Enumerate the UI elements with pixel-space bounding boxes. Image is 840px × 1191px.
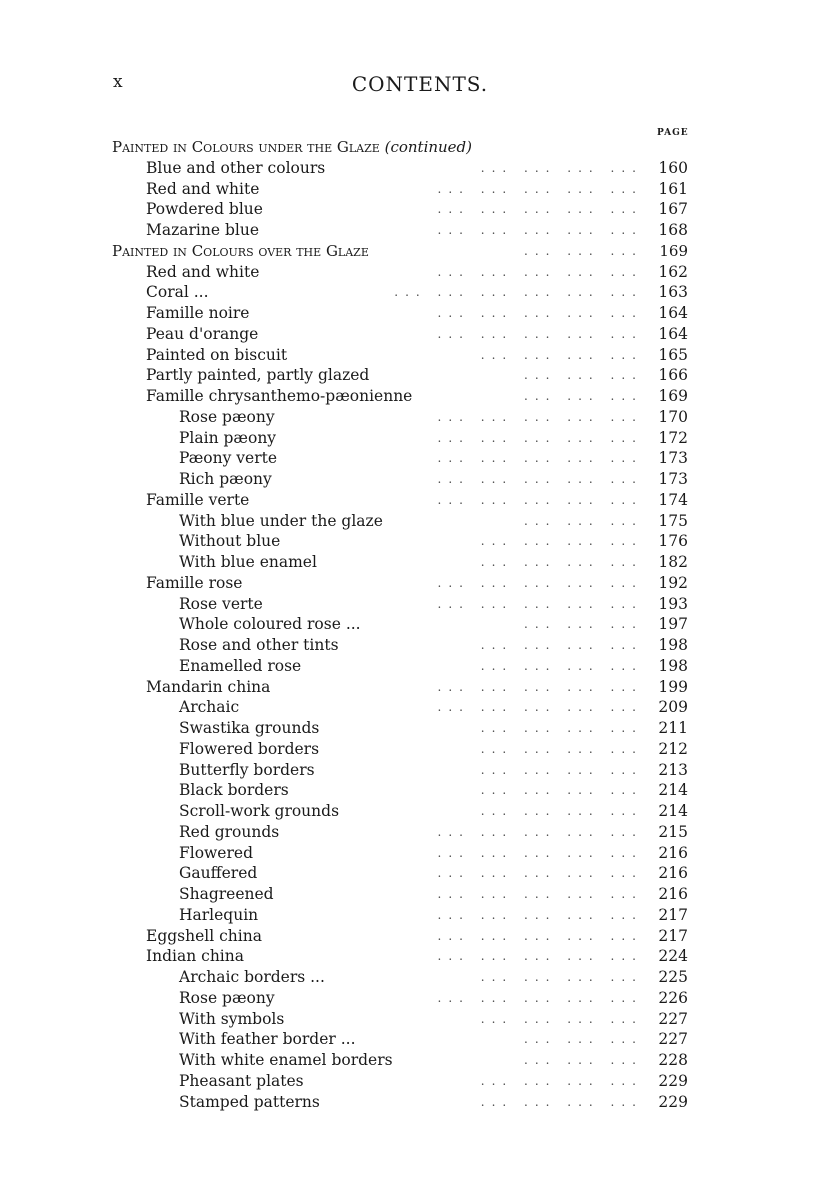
toc-page-number: 214 <box>658 781 688 800</box>
toc-page-number: 217 <box>658 926 688 945</box>
toc-entry-label: Whole coloured rose ... <box>179 615 361 634</box>
toc-entry <box>112 199 688 220</box>
toc-page-number: 164 <box>658 324 688 343</box>
dot-leader: ... ... ... ... ... <box>437 223 643 237</box>
toc-page-number: 169 <box>658 387 688 405</box>
toc-entry-label: Famille verte <box>146 490 250 509</box>
toc-entry-label: With symbols <box>179 1009 285 1028</box>
toc-entry-label: Red and white <box>146 262 260 281</box>
toc-entry <box>112 511 688 532</box>
toc-entry <box>112 345 688 366</box>
toc-entry-label: Red grounds <box>179 822 280 841</box>
dot-leader: ... ... ... ... <box>480 741 643 756</box>
toc-entry <box>112 946 688 967</box>
toc-entry <box>112 594 688 615</box>
toc-entry <box>112 801 688 822</box>
toc-entry-label: With white enamel borders <box>179 1051 393 1069</box>
toc-page-number: 163 <box>658 283 688 302</box>
dot-leader: ... ... ... <box>524 243 643 258</box>
toc-entry <box>112 386 688 407</box>
toc-entry-label: Painted in Colours over the Glaze <box>112 241 369 260</box>
toc-page-number: 165 <box>658 345 688 364</box>
dot-leader: ... ... ... <box>524 617 643 632</box>
dot-leader: ... ... ... ... ... <box>437 202 643 217</box>
toc-heading-line <box>112 137 472 158</box>
toc-entry <box>112 843 688 864</box>
dot-leader: ... ... ... ... <box>480 721 643 735</box>
toc-entry <box>112 407 688 428</box>
toc-page-number: 215 <box>658 822 688 841</box>
toc-page-number: 227 <box>658 1030 688 1049</box>
toc-entry <box>112 1092 688 1113</box>
toc-page-number: 173 <box>658 449 688 468</box>
toc-page-number: 170 <box>658 407 688 426</box>
dot-leader: ... ... ... ... <box>480 1011 643 1026</box>
dot-leader: ... ... ... ... ... <box>437 928 643 943</box>
toc-entry <box>112 967 688 988</box>
toc-page-number: 224 <box>658 947 688 966</box>
dot-leader: ... ... ... ... ... <box>437 409 643 424</box>
toc-page-number: 173 <box>658 470 688 488</box>
page-title: CONTENTS. <box>351 72 489 96</box>
dot-leader: ... ... ... ... ... <box>437 326 643 341</box>
toc-entry-label: Indian china <box>146 947 244 966</box>
dot-leader: ... ... ... <box>524 1032 643 1047</box>
toc-page-number: 214 <box>658 802 688 820</box>
toc-entry <box>112 1029 688 1050</box>
toc-entry <box>112 179 688 200</box>
dot-leader: ... ... ... ... <box>480 658 643 673</box>
toc-page-number: 217 <box>658 905 688 924</box>
toc-entry-label: Flowered <box>179 843 253 862</box>
dot-leader: ... ... ... ... ... <box>437 430 643 445</box>
toc-page-number: 161 <box>658 179 688 198</box>
toc-entry <box>112 780 688 801</box>
toc-entry-label: Scroll-work grounds <box>179 802 340 820</box>
toc-page-number: 198 <box>658 656 688 675</box>
toc-entry-label: With blue under the glaze <box>179 511 383 530</box>
toc-page-number: 182 <box>658 553 688 571</box>
toc-page-number: 198 <box>658 636 688 654</box>
toc-page-number: 197 <box>658 615 688 634</box>
toc-entry-label: Swastika grounds <box>179 719 320 737</box>
toc-entry-label: Rose verte <box>179 594 263 613</box>
toc-entry-label: Mazarine blue <box>146 221 260 239</box>
table-of-contents <box>112 137 688 1112</box>
toc-entry-label: Flowered borders <box>179 739 320 758</box>
toc-entry-label: Enamelled rose <box>179 656 302 675</box>
dot-leader: ... ... ... ... ... <box>437 824 643 839</box>
dot-leader: ... ... ... ... <box>480 804 643 818</box>
toc-entry-label: Pæony verte <box>179 449 278 468</box>
toc-entry-label: Without blue <box>179 532 281 551</box>
toc-page-number: 162 <box>658 262 688 281</box>
toc-entry <box>112 863 688 884</box>
toc-page-number: 228 <box>658 1051 688 1069</box>
dot-leader: ... ... ... ... <box>480 638 643 652</box>
toc-page-number: 166 <box>658 366 688 385</box>
toc-page-number: 229 <box>658 1071 688 1090</box>
toc-entry-label: Archaic <box>179 698 240 717</box>
toc-entry <box>112 220 688 241</box>
toc-entry-label: Red and white <box>146 179 260 198</box>
dot-leader: ... ... ... ... ... <box>437 181 643 196</box>
toc-entry <box>112 988 688 1009</box>
dot-leader: ... ... ... ... <box>480 762 643 777</box>
toc-entry <box>112 635 688 656</box>
toc-entry <box>112 324 688 345</box>
toc-entry <box>112 718 688 739</box>
toc-entry-label: Butterfly borders <box>179 760 315 779</box>
dot-leader: ... ... ... ... ... <box>437 596 643 611</box>
toc-entry-label: With feather border ... <box>179 1030 356 1049</box>
toc-entry <box>112 1050 688 1071</box>
toc-entry-label: Famille chrysanthemo-pæonienne <box>146 387 413 405</box>
toc-entry <box>112 282 688 303</box>
page-column-label: PAGE <box>657 128 689 138</box>
dot-leader: ... ... ... ... ... <box>437 264 643 279</box>
toc-entry-label: Harlequin <box>179 905 259 924</box>
toc-entry-label: Peau d'orange <box>146 324 259 343</box>
toc-page-number: 160 <box>658 158 688 177</box>
toc-page-number: 216 <box>658 885 688 903</box>
dot-leader: ... ... ... <box>524 513 643 528</box>
toc-page-number: 164 <box>658 304 688 322</box>
toc-entry <box>112 926 688 947</box>
toc-entry-label: Rose and other tints <box>179 636 339 654</box>
toc-entry-label: Black borders <box>179 781 289 800</box>
toc-entry-label: Famille noire <box>146 304 250 322</box>
toc-page-number: 227 <box>658 1009 688 1028</box>
toc-entry <box>112 1009 688 1030</box>
toc-page-number: 199 <box>658 677 688 696</box>
dot-leader: ... ... ... ... ... <box>437 492 643 507</box>
toc-entry <box>112 490 688 511</box>
dot-leader: ... ... ... ... ... <box>437 679 643 694</box>
toc-section-heading <box>112 241 688 262</box>
toc-entry-label: Pheasant plates <box>179 1071 304 1090</box>
toc-entry-label: Plain pæony <box>179 428 277 447</box>
toc-page-number: 175 <box>658 511 688 530</box>
toc-page-number: 211 <box>658 719 688 737</box>
toc-entry-label: Painted on biscuit <box>146 345 288 364</box>
toc-page-number: 176 <box>658 532 688 551</box>
toc-page-number: 216 <box>658 843 688 862</box>
toc-page-number: 225 <box>658 968 688 986</box>
toc-entry <box>112 677 688 698</box>
toc-entry <box>112 760 688 781</box>
toc-entry <box>112 656 688 677</box>
toc-entry <box>112 1071 688 1092</box>
toc-entry-label: Rose pæony <box>179 407 275 426</box>
dot-leader: ... ... ... ... ... <box>437 990 643 1005</box>
toc-page-number: 216 <box>658 864 688 883</box>
dot-leader: ... ... ... ... ... <box>437 845 643 860</box>
toc-entry-label: Rich pæony <box>179 470 272 488</box>
toc-entry-label: Rose pæony <box>179 988 275 1007</box>
toc-entry-label: Stamped patterns <box>179 1092 320 1111</box>
toc-entry <box>112 158 688 179</box>
toc-entry-label: Archaic borders ... <box>179 968 325 986</box>
toc-entry-sublabel: (continued) <box>384 138 473 156</box>
toc-entry <box>112 552 688 573</box>
dot-leader: ... ... ... ... ... <box>437 472 643 486</box>
toc-entry-label: Blue and other colours <box>146 158 326 177</box>
toc-entry <box>112 697 688 718</box>
toc-page-number: 226 <box>658 988 688 1007</box>
dot-leader: ... ... ... ... <box>480 555 643 569</box>
toc-page-number: 229 <box>658 1092 688 1111</box>
toc-entry <box>112 884 688 905</box>
dot-leader: ... ... ... ... <box>480 783 643 798</box>
dot-leader: ... ... ... <box>524 368 643 383</box>
toc-entry <box>112 531 688 552</box>
toc-entry-label: Eggshell china <box>146 926 262 945</box>
dot-leader: ... ... ... ... ... <box>437 949 643 964</box>
dot-leader: ... ... ... <box>524 389 643 403</box>
page-folio: x <box>113 72 123 92</box>
toc-entry <box>112 428 688 449</box>
dot-leader: ... ... ... ... ... ... <box>394 285 643 300</box>
toc-entry-label: Coral ... <box>146 283 209 302</box>
toc-entry <box>112 905 688 926</box>
toc-page-number: 193 <box>658 594 688 613</box>
toc-page-number: 168 <box>658 221 688 239</box>
dot-leader: ... ... ... ... ... <box>437 451 643 466</box>
dot-leader: ... ... ... ... ... <box>437 700 643 715</box>
dot-leader: ... ... ... ... <box>480 160 643 175</box>
toc-page-number: 174 <box>658 490 688 509</box>
dot-leader: ... ... ... ... ... <box>437 306 643 320</box>
toc-entry <box>112 822 688 843</box>
toc-entry-label: Famille rose <box>146 573 243 592</box>
toc-entry-label: Mandarin china <box>146 677 271 696</box>
dot-leader: ... ... ... ... <box>480 347 643 362</box>
dot-leader: ... ... ... ... ... <box>437 575 643 590</box>
dot-leader: ... ... ... ... ... <box>437 887 643 901</box>
toc-entry-label: Partly painted, partly glazed <box>146 366 370 385</box>
toc-page-number: 192 <box>658 573 688 592</box>
toc-page-number: 172 <box>658 428 688 447</box>
toc-entry <box>112 739 688 760</box>
toc-section-heading <box>112 137 688 158</box>
toc-page-number: 209 <box>658 698 688 717</box>
dot-leader: ... ... ... <box>524 1053 643 1067</box>
dot-leader: ... ... ... ... <box>480 1073 643 1088</box>
dot-leader: ... ... ... ... <box>480 1094 643 1109</box>
toc-page-number: 167 <box>658 200 688 219</box>
toc-entry <box>112 365 688 386</box>
toc-page-number: 212 <box>658 739 688 758</box>
toc-page-number: 213 <box>658 760 688 779</box>
toc-entry-label: With blue enamel <box>179 553 317 571</box>
toc-entry-label: Powdered blue <box>146 200 263 219</box>
toc-entry <box>112 469 688 490</box>
dot-leader: ... ... ... ... ... <box>437 866 643 881</box>
toc-page-number: 169 <box>659 241 688 260</box>
toc-entry <box>112 614 688 635</box>
toc-entry-label: Shagreened <box>179 885 274 903</box>
dot-leader: ... ... ... ... <box>480 534 643 549</box>
toc-entry-label: Painted in Colours under the Glaze <box>112 138 380 156</box>
toc-entry <box>112 448 688 469</box>
dot-leader: ... ... ... ... <box>480 970 643 984</box>
toc-entry <box>112 573 688 594</box>
toc-entry <box>112 262 688 283</box>
toc-entry-label: Gauffered <box>179 864 258 883</box>
toc-entry <box>112 303 688 324</box>
dot-leader: ... ... ... ... ... <box>437 907 643 922</box>
